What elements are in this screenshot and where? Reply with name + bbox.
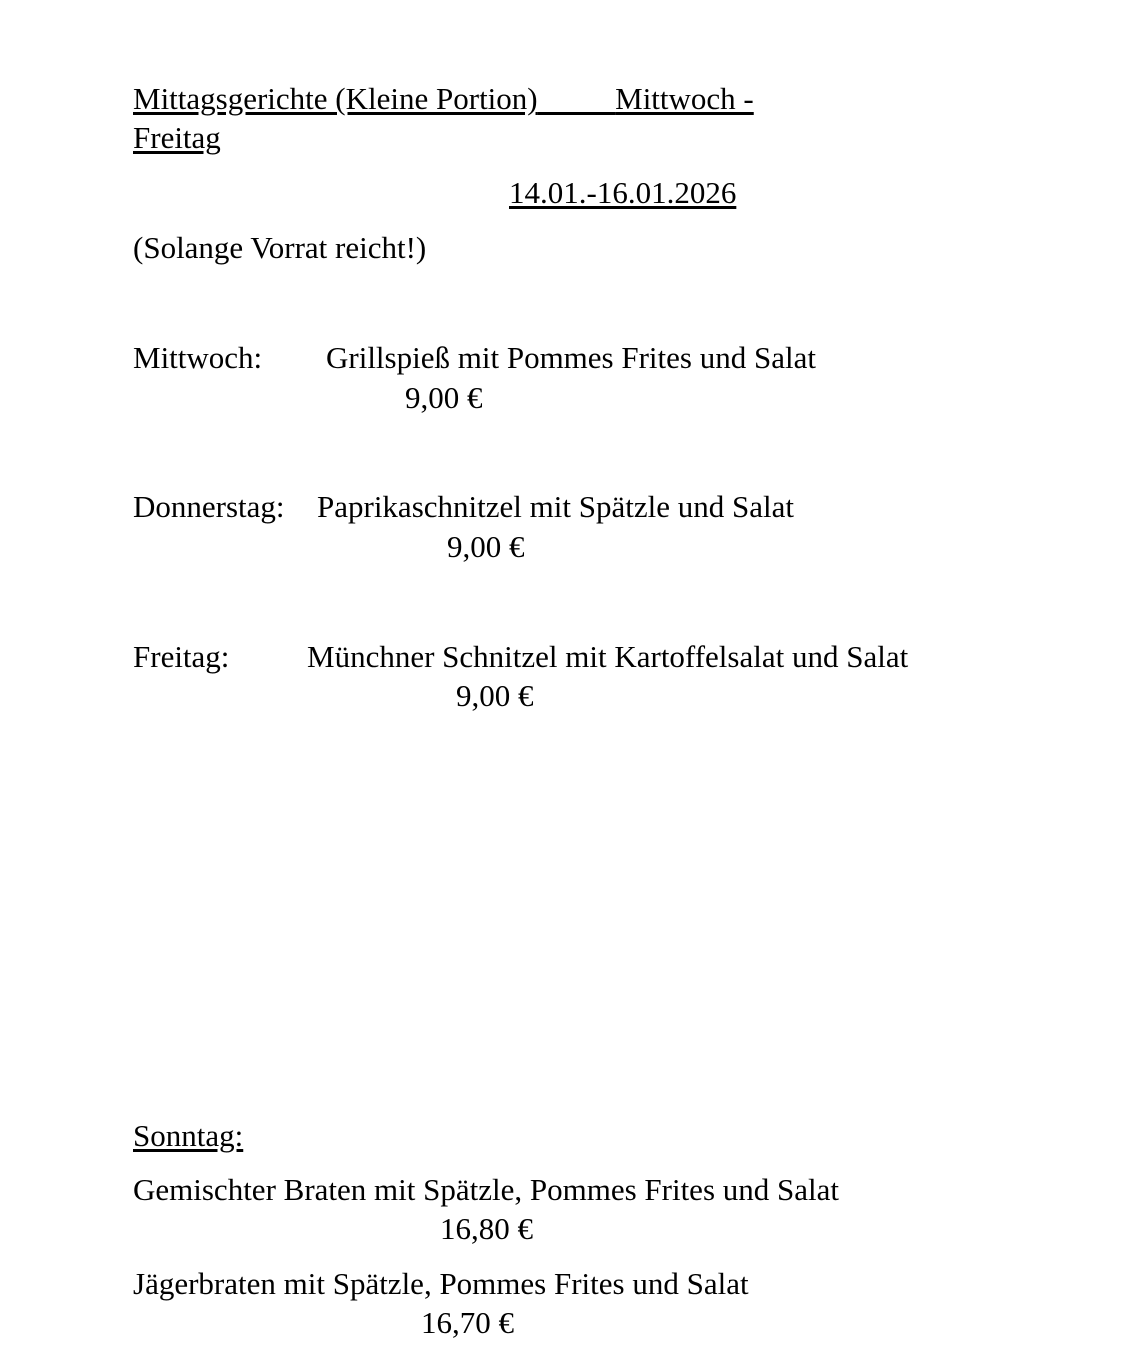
price-friday: 9,00 € [456,678,534,713]
title-gap [538,81,616,116]
day-label-wednesday: Mittwoch: [133,340,263,375]
dish-friday: Münchner Schnitzel mit Kartoffelsalat und Salat [307,639,909,674]
sunday-price-2: 16,70 € [421,1305,514,1340]
sunday-dish-1: Gemischter Braten mit Spätzle, Pommes Frites und Salat [133,1172,839,1207]
sunday-heading: Sonntag: [133,1118,244,1153]
availability-note: (Solange Vorrat reicht!) [133,230,427,265]
day-label-friday: Freitag: [133,639,230,674]
price-wednesday: 9,00 € [405,380,483,415]
day-label-thursday: Donnerstag: [133,489,285,524]
sunday-dish-2: Jägerbraten mit Spätzle, Pommes Frites und Salat [133,1266,749,1301]
sunday-price-1: 16,80 € [440,1211,533,1246]
days-range-end: Freitag [133,120,221,155]
date-range: 14.01.-16.01.2026 [509,175,737,210]
menu-title [133,79,754,118]
title-text: Mittagsgerichte (Kleine Portion) [133,81,538,116]
days-range-start: Mittwoch - [615,81,754,116]
dish-thursday: Paprikaschnitzel mit Spätzle und Salat [317,489,794,524]
price-thursday: 9,00 € [447,529,525,564]
dish-wednesday: Grillspieß mit Pommes Frites und Salat [326,340,816,375]
